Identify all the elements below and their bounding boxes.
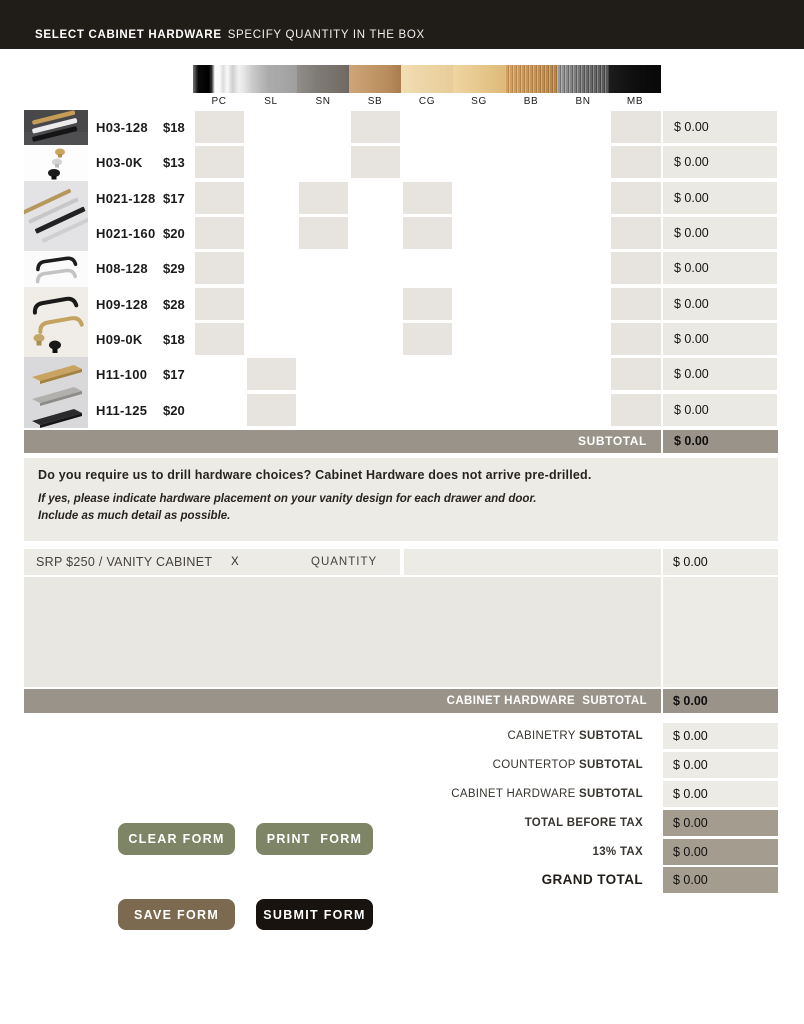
srp-total-value: $ 0.00 [673,555,708,569]
summary-value-box [663,867,778,893]
srp-total-box [663,549,778,575]
row-total-value: $ 0.00 [674,331,709,346]
qty-input-h021-160-cg[interactable] [403,217,452,249]
summary-row [24,723,778,749]
table-row [24,357,778,392]
srp-quantity-input[interactable] [404,549,661,575]
subtotal-bar [24,430,661,453]
finish-column [297,65,349,107]
finish-label: SL [264,96,278,107]
summary-value: $ 0.00 [673,787,708,801]
summary-label: GRAND TOTAL [541,872,643,887]
qty-input-h11-125-sl[interactable] [247,394,296,426]
table-row [24,216,778,251]
product-image-h11-edge-pulls [24,357,88,428]
table-row [24,145,778,180]
print-form-button[interactable]: PRINT FORM [256,823,373,855]
table-row [24,393,778,428]
finish-swatch-bb [505,65,557,93]
header-bar [0,0,804,49]
qty-input-h03-0k-pc[interactable] [195,146,244,178]
qty-input-h021-160-mb[interactable] [611,217,661,249]
item-code: H03-0K [96,155,143,171]
qty-input-h09-128-mb[interactable] [611,288,661,320]
item-code: H09-0K [96,331,143,347]
drill-question: Do you require us to drill hardware choices? Cabinet Hardware does not arrive pre-drilled. [38,468,592,482]
item-code: H11-125 [96,402,148,418]
finish-swatch-sg [453,65,505,93]
save-form-button[interactable]: SAVE FORM [118,899,235,930]
qty-input-h03-128-pc[interactable] [195,111,244,143]
finish-swatch-bn [557,65,609,93]
qty-input-h021-160-pc[interactable] [195,217,244,249]
finish-column [505,65,557,107]
finish-column [401,65,453,107]
finish-label: PC [211,96,227,107]
finish-label: MB [626,96,644,107]
item-code: H11-100 [96,367,148,383]
item-price: $18 [163,120,185,135]
finish-swatches [193,65,661,107]
hardware-rows [24,110,778,428]
qty-input-h08-128-pc[interactable] [195,252,244,284]
row-total-box [663,217,777,249]
finish-label: BB [523,96,539,107]
product-image-h03-handles [24,110,88,145]
product-image-h03-knobs [24,145,88,181]
summary-value-box [663,839,778,865]
qty-input-h11-100-sl[interactable] [247,358,296,390]
submit-form-button[interactable]: SUBMIT FORM [256,899,373,930]
srp-quantity-label: QUANTITY [311,556,378,568]
summary-label: 13% TAX [592,846,643,858]
item-code: H08-128 [96,261,148,277]
cabinet-hardware-subtotal-label: CABINET HARDWARE SUBTOTAL [446,695,647,707]
summary-label: CABINETRY SUBTOTAL [507,730,643,742]
finish-column [245,65,297,107]
row-total-box [663,323,777,355]
item-code: H03-128 [96,120,148,135]
qty-input-h08-128-mb[interactable] [611,252,661,284]
finish-column [193,65,245,107]
row-total-box [663,111,777,143]
row-total-value: $ 0.00 [674,225,709,240]
summary-value-box [663,781,778,807]
cabinet-hardware-subtotal-value: $ 0.00 [673,694,708,708]
finish-label: BN [575,96,591,107]
row-total-value: $ 0.00 [674,155,709,170]
row-total-value: $ 0.00 [674,296,709,311]
finish-label: CG [418,96,436,107]
srp-label: SRP $250 / VANITY CABINET [36,555,213,569]
item-code: H021-160 [96,225,156,241]
page-title: SELECT CABINET HARDWARE [35,29,222,41]
qty-input-h03-128-mb[interactable] [611,111,661,143]
item-price: $20 [163,402,185,418]
finish-label: SB [367,96,383,107]
table-row [24,181,778,216]
qty-input-h021-160-sn[interactable] [299,217,348,249]
row-total-box [663,358,777,390]
item-code: H09-128 [96,296,148,312]
srp-row [24,549,400,575]
table-row [24,287,778,322]
finish-column [453,65,505,107]
summary-label: TOTAL BEFORE TAX [524,817,643,829]
table-row [24,322,778,357]
qty-input-h09-0k-mb[interactable] [611,323,661,355]
summary-value: $ 0.00 [673,816,708,830]
row-total-value: $ 0.00 [674,367,709,382]
finish-swatch-sb [349,65,401,93]
qty-input-h03-0k-sb[interactable] [351,146,400,178]
summary-value-box [663,752,778,778]
item-price: $18 [163,331,185,347]
qty-input-h11-125-mb[interactable] [611,394,661,426]
qty-input-h021-128-mb[interactable] [611,182,661,214]
summary-value: $ 0.00 [673,729,708,743]
subtotal-value-box [663,430,778,453]
qty-input-h03-0k-mb[interactable] [611,146,661,178]
row-total-box [663,252,777,284]
srp-multiply-x: X [231,556,239,568]
qty-input-h021-128-cg[interactable] [403,182,452,214]
row-total-value: $ 0.00 [674,120,709,134]
finish-swatch-sl [245,65,297,93]
subtotal-label: SUBTOTAL [577,434,647,448]
finish-swatch-mb [609,65,661,93]
qty-input-h021-128-pc[interactable] [195,182,244,214]
summary-label: CABINET HARDWARE SUBTOTAL [451,788,643,800]
finish-swatch-sn [297,65,349,93]
qty-input-h09-128-pc[interactable] [195,288,244,320]
cabinet-hardware-subtotal-bar [24,689,661,713]
finish-column [609,65,661,107]
page-subtitle: SPECIFY QUANTITY IN THE BOX [227,29,425,41]
item-price: $17 [163,190,185,206]
drill-instructions: If yes, please indicate hardware placement on your vanity design for each drawer and door. Include as much detail as possible. [38,493,537,523]
row-total-box [663,394,777,426]
drill-note [24,458,778,541]
qty-input-h09-0k-pc[interactable] [195,323,244,355]
row-total-value: $ 0.00 [674,261,709,276]
clear-form-button[interactable]: CLEAR FORM [118,823,235,855]
finish-column [349,65,401,107]
qty-input-h09-128-cg[interactable] [403,288,452,320]
qty-input-h021-128-sn[interactable] [299,182,348,214]
row-total-box [663,288,777,320]
summary-value: $ 0.00 [673,845,708,859]
product-image-h09-handles-knobs [24,287,88,357]
item-price: $13 [163,155,185,171]
notes-side-panel [663,577,778,687]
summary-value: $ 0.00 [673,758,708,772]
cabinet-hardware-subtotal-value-box [663,689,778,713]
summary-label: COUNTERTOP SUBTOTAL [492,759,643,771]
qty-input-h09-0k-cg[interactable] [403,323,452,355]
item-price: $17 [163,367,185,383]
product-image-h08-handles [24,251,88,287]
hardware-table [24,110,778,428]
finish-label: SN [315,96,331,107]
row-total-box [663,146,777,178]
summary-row [24,867,778,893]
qty-input-h03-128-sb[interactable] [351,111,400,143]
table-row [24,110,778,145]
finish-label: SG [471,96,487,107]
summary-row [24,752,778,778]
row-total-value: $ 0.00 [674,190,709,205]
notes-textarea[interactable] [24,577,661,687]
item-price: $28 [163,296,185,312]
table-row [24,251,778,286]
row-total-value: $ 0.00 [674,402,709,417]
row-total-box [663,182,777,214]
summary-row [24,781,778,807]
product-image-h021-handles [24,181,88,251]
finish-swatch-pc [193,65,245,93]
item-price: $29 [163,261,185,277]
finish-column [557,65,609,107]
item-code: H021-128 [96,190,156,206]
summary-value-box [663,723,778,749]
qty-input-h11-100-mb[interactable] [611,358,661,390]
summary-value: $ 0.00 [673,873,708,887]
summary-value-box [663,810,778,836]
item-price: $20 [163,225,185,241]
finish-swatch-cg [401,65,453,93]
subtotal-value: $ 0.00 [674,434,709,448]
